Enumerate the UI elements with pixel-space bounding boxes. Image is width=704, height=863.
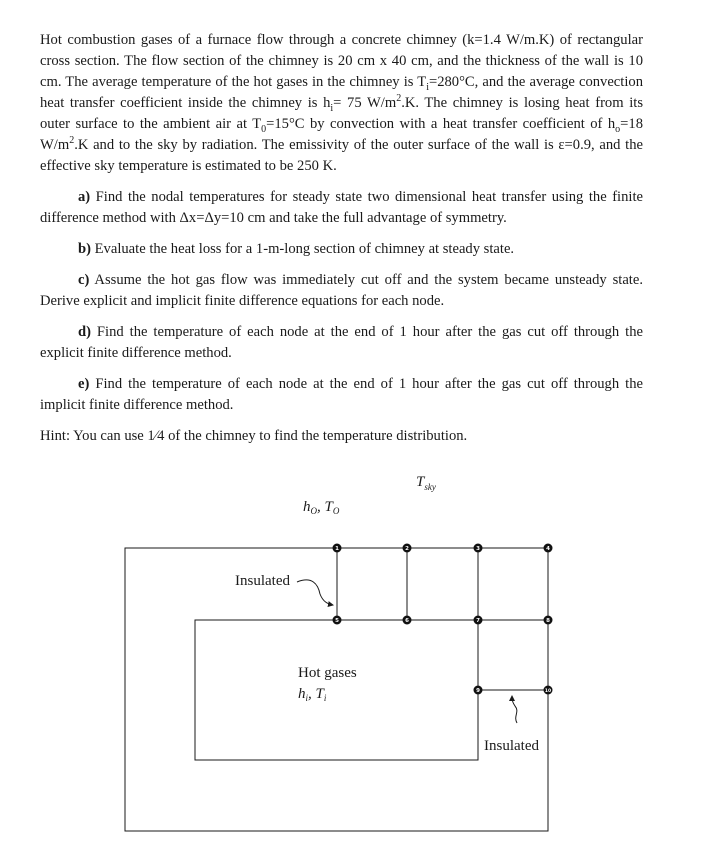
svg-text:4: 4: [546, 546, 550, 552]
node-7: [474, 616, 483, 625]
part-d: d) Find the temperature of each node at the end of 1 hour after the gas cut off through the explicit finite difference method.: [40, 324, 643, 361]
svg-text:10: 10: [544, 689, 552, 694]
hint: Hint: You can use 1⁄4 of the chimney to find the temperature distribution.: [40, 428, 468, 444]
nodes: [333, 544, 553, 695]
node-9: [474, 686, 483, 695]
hot-gases-label: Hot gases: [298, 665, 357, 681]
svg-text:2: 2: [405, 546, 409, 552]
tsky-label: $T_{sky}$: [416, 474, 436, 492]
node-10: [544, 686, 553, 695]
svg-text:8: 8: [546, 618, 550, 624]
insulated-top-label: Insulated: [235, 573, 290, 589]
svg-text:1: 1: [335, 546, 339, 552]
node-2: [403, 544, 412, 553]
part-a: a) Find the nodal temperatures for steady state two dimensional heat transfer using the finite difference method with Δx=Δy=10 cm and take the full advantage of symmetry.: [40, 189, 643, 226]
part-c: c) Assume the hot gas flow was immediately cut off and the system became unsteady state. Derive explicit and implicit finite difference equations for each node.: [40, 272, 643, 309]
ho-to-label: $h_O$, $T_O$: [303, 499, 340, 516]
insulated-right-label: Insulated: [484, 738, 539, 754]
svg-text:9: 9: [476, 688, 480, 694]
grid-lines: [337, 548, 548, 760]
svg-text:6: 6: [405, 618, 409, 624]
node-8: [544, 616, 553, 625]
insulated-right-arrow: [512, 696, 517, 723]
svg-text:7: 7: [476, 618, 480, 624]
node-5: [333, 616, 342, 625]
problem-intro: Hot combustion gases of a furnace flow through a concrete chimney (k=1.4 W/m.K) of rectangular cross section. The flow section of the chimney is 20 cm x 40 cm, and the thickness of the wall is 10 cm. The average temperature of the hot gases in the chimney is $T_i=280^\circ C$, and the average convection heat transfer coefficient inside the chimney is $h_i= 75$ $W/m^2.K$. The chimney is losing heat from its outer surface to the ambient air at $T_0=15^\circ C$ by convection with a heat transfer coefficient of $h_o=18$ $W/m^2.K$ and to the sky by radiation. The emissivity of the outer surface of the wall is ε=0.9, and the effective sky temperature is estimated to be 250 K.: [40, 32, 643, 174]
part-b: b) Evaluate the heat loss for a 1-m-long section of chimney at steady state.: [78, 241, 515, 257]
svg-text:5: 5: [335, 618, 339, 624]
hi-ti-label: $h_i$, $T_i$: [298, 686, 327, 703]
inner-flow-section: [195, 620, 478, 760]
insulated-top-arrow: [297, 580, 333, 605]
node-4: [544, 544, 553, 553]
node-6: [403, 616, 412, 625]
svg-text:3: 3: [476, 546, 480, 552]
node-3: [474, 544, 483, 553]
node-1: [333, 544, 342, 553]
part-e: e) Find the temperature of each node at the end of 1 hour after the gas cut off through the implicit finite difference method.: [40, 376, 643, 413]
